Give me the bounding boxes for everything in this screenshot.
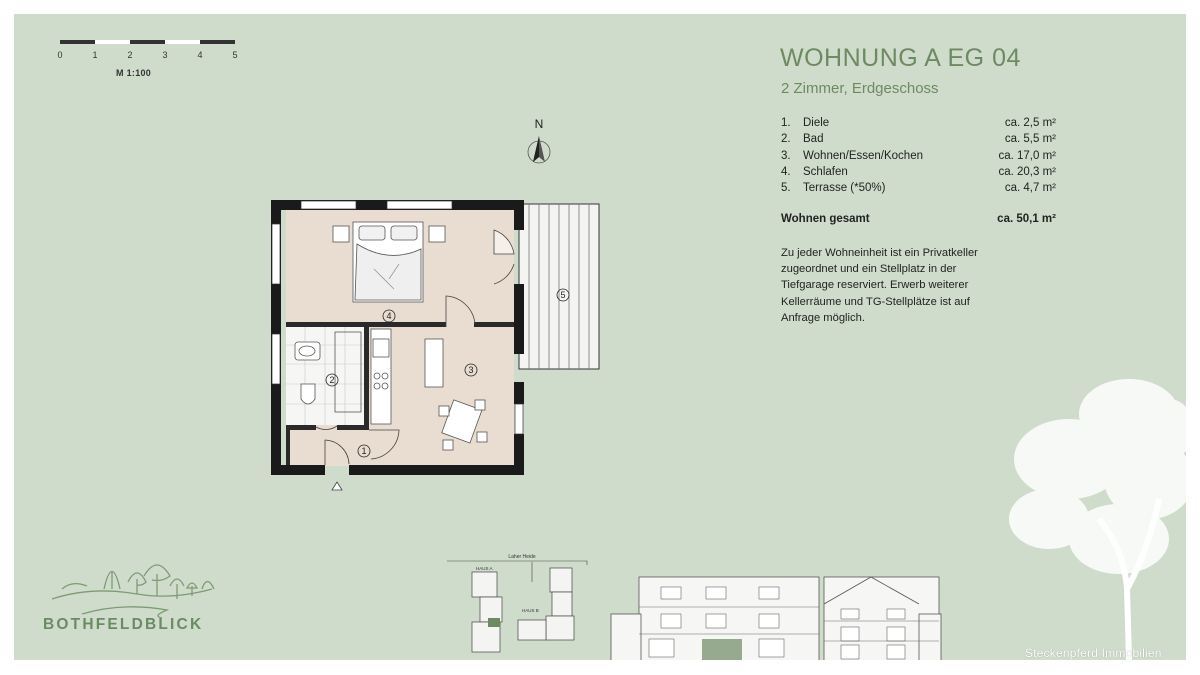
svg-text:3: 3 (468, 365, 474, 375)
room-number: 3. (781, 149, 791, 162)
room-number: 2. (781, 133, 791, 146)
list-item (781, 115, 1056, 131)
svg-text:5: 5 (560, 290, 566, 300)
total-area-row (781, 213, 1056, 225)
room-area: ca. 20,3 m² (998, 165, 1056, 178)
watermark-text: Steckenpferd Immobilien (1025, 646, 1162, 660)
room-name: Terrasse (*50%) (803, 182, 886, 195)
haus-b-label: HAUS B (522, 608, 539, 613)
room-name: Schlafen (803, 165, 848, 178)
compass-north-label: N (534, 117, 544, 131)
svg-text:4: 4 (386, 311, 392, 321)
brand-name: BOTHFELDBLICK (43, 616, 204, 633)
room-number: 4. (781, 165, 791, 178)
total-label: Wohnen gesamt (781, 213, 870, 225)
info-note: Zu jeder Wohneinheit ist ein Privatkeller zugeordnet und ein Stellplatz in der Tiefgarage reserviert. Erwerb weiterer Kellerräume und TG-Stellplätze ist auf Anfrage möglich. (781, 247, 978, 324)
tree-illustration-icon (1009, 369, 1186, 660)
entrance-icon (332, 482, 342, 490)
room-name: Diele (803, 117, 830, 129)
scale-tick: 5 (232, 50, 238, 60)
room-name: Wohnen/Essen/Kochen (803, 149, 923, 162)
room-area: ca. 5,5 m² (1004, 133, 1056, 146)
scale-tick: 3 (162, 50, 168, 60)
floor-plan (249, 114, 609, 494)
scale-tick: 0 (57, 50, 63, 60)
list-item (781, 131, 1056, 147)
room-area: ca. 17,0 m² (998, 149, 1056, 162)
list-item (781, 164, 1056, 180)
room-name: Bad (803, 133, 824, 146)
expose-sheet (14, 14, 1186, 660)
room-number: 5. (781, 182, 791, 195)
compass-icon (528, 117, 550, 163)
svg-text:1: 1 (361, 446, 367, 456)
room-area: ca. 4,7 m² (1004, 182, 1056, 195)
site-plan (442, 552, 602, 657)
street-label: Laher Heide (508, 554, 536, 560)
svg-text:2: 2 (329, 375, 335, 385)
room-number: 1. (781, 117, 791, 129)
scale-tick: 1 (92, 50, 98, 60)
facade-elevation (609, 559, 944, 660)
scale-tick: 4 (197, 50, 203, 60)
room-list (781, 115, 1056, 196)
scale-tick: 2 (127, 50, 133, 60)
scale-label: M 1:100 (116, 68, 152, 78)
list-item (781, 180, 1056, 196)
haus-a-label: HAUS A (476, 566, 493, 571)
page-title: WOHNUNG A EG 04 (780, 44, 1021, 72)
page-subtitle: 2 Zimmer, Erdgeschoss (781, 80, 939, 97)
list-item (781, 148, 1056, 164)
total-area: ca. 50,1 m² (997, 213, 1056, 225)
scale-bar (54, 38, 254, 108)
terrace (519, 204, 599, 369)
room-area: ca. 2,5 m² (1004, 117, 1056, 129)
